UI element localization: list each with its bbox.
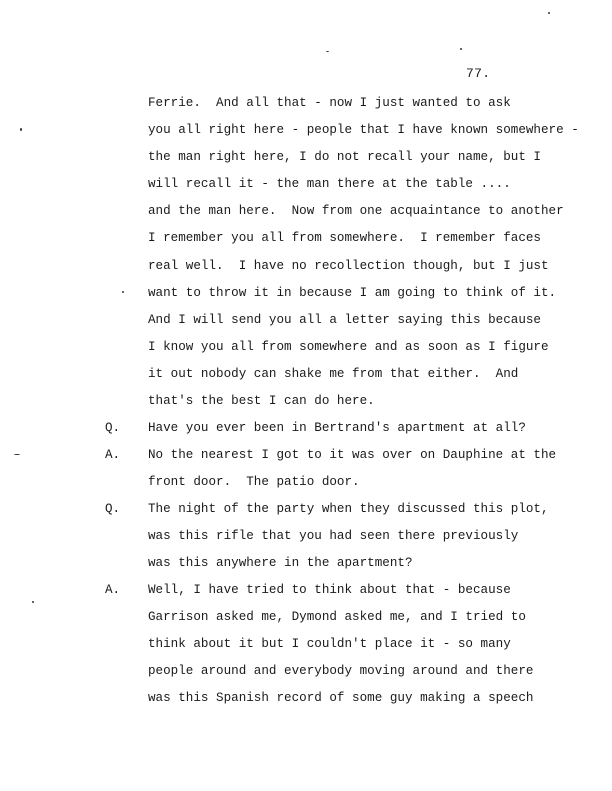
speaker-label: Q. (105, 421, 121, 435)
transcript-line: I know you all from somewhere and as soon as I figure (148, 340, 549, 354)
scan-speck (32, 601, 34, 603)
transcript-line: And I will send you all a letter saying this because (148, 313, 541, 327)
speaker-label: Q. (105, 502, 121, 516)
transcript-line: you all right here - people that I have known somewhere - (148, 123, 579, 137)
transcript-line: I remember you all from somewhere. I remember faces (148, 231, 541, 245)
transcript-line: Ferrie. And all that - now I just wanted to ask (148, 96, 511, 110)
transcript-line: Garrison asked me, Dymond asked me, and I tried to (148, 610, 526, 624)
transcript-line: front door. The patio door. (148, 475, 360, 489)
transcript-line: think about it but I couldn't place it - so many (148, 637, 511, 651)
scan-speck (122, 291, 124, 293)
scan-speck (548, 12, 550, 14)
transcript-line: Have you ever been in Bertrand's apartment at all? (148, 421, 526, 435)
transcript-line: the man right here, I do not recall your name, but I (148, 150, 541, 164)
scan-speck (20, 128, 22, 131)
transcript-line: The night of the party when they discussed this plot, (148, 502, 549, 516)
transcript-line: No the nearest I got to it was over on Dauphine at the (148, 448, 557, 462)
transcript-line: Well, I have tried to think about that - because (148, 583, 511, 597)
transcript-line: it out nobody can shake me from that either. And (148, 367, 519, 381)
scan-speck (14, 454, 20, 455)
scan-speck (460, 48, 462, 50)
scan-speck (326, 51, 329, 52)
transcript-line: was this anywhere in the apartment? (148, 556, 413, 570)
speaker-label: A. (105, 448, 121, 462)
transcript-line: people around and everybody moving around and there (148, 664, 534, 678)
transcript-line: real well. I have no recollection though, but I just (148, 259, 549, 273)
transcript-line: was this rifle that you had seen there previously (148, 529, 519, 543)
transcript-line: that's the best I can do here. (148, 394, 375, 408)
transcript-line: was this Spanish record of some guy making a speech (148, 691, 534, 705)
transcript-line: want to throw it in because I am going to think of it. (148, 286, 557, 300)
page-number: 77. (466, 66, 491, 81)
speaker-label: A. (105, 583, 121, 597)
transcript-line: will recall it - the man there at the table .... (148, 177, 511, 191)
transcript-line: and the man here. Now from one acquaintance to another (148, 204, 564, 218)
